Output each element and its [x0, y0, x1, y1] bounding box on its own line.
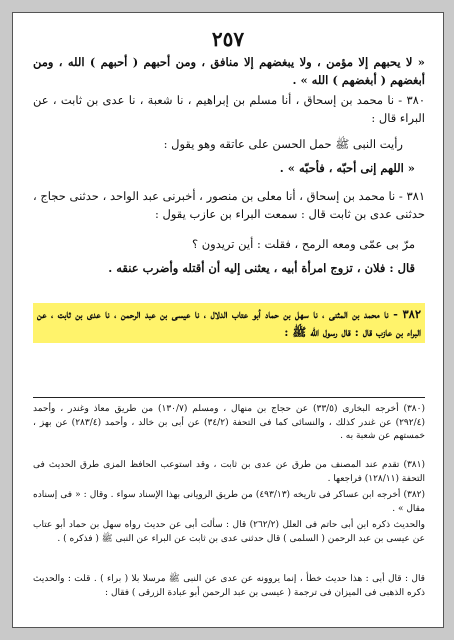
hadith-380-text: « اللهم إنى أحبّه ، فأحبّه » .	[279, 161, 415, 175]
footnote-381: (٣٨١) تقدم عند المصنف من طرق عن عدى بن ثابت ، وقد استوعب الحافظ المزى طرق الحديث فى التحفة (١٢٨/١١) فراجعها .	[33, 460, 425, 484]
footnote-380: (٣٨٠) أخرجه البخارى (٣٣/٥) عن حجاج بن منهال ، ومسلم (١٣٠/٧) من طريق معاذ وغندر ، وأحمد (٢٩٢/٤) عن غندر كذلك ، والنسائى كما فى التحفة (٣٤/٢) عن أبى بن خالد ، وأحمد (٢٨٣/٤) عن بهز ، خمستهم عن شعبة به .	[33, 404, 425, 441]
footnote-382-continued: والحديث ذكره ابن أبى حاتم فى العلل (٢٦٢/٢) قال : سألت أبى عن حديث رواه سهل بن حماد أبو عتاب عن عيسى بن عبد الرحمن ( السلمى ) قال حدثنى عدى بن ثابت عن البراء عن النبى ﷺ ( فذكره ) .	[33, 520, 425, 544]
hadith-text-ending: « لا يحبهم إلا مؤمن ، ولا يبغضهم إلا منافق ، ومن أحبهم ( أحبهم ) الله ، ومن أبغضهم ( أبغضهم ) الله » .	[33, 55, 425, 87]
hadith-381-continuation: قال : فلان ، تزوج امرأة أبيه ، يعثنى إليه أن أقتله وأضرب عنقه .	[108, 261, 415, 275]
page-number: ٢٥٧	[211, 27, 245, 51]
isnad-380: ٣٨٠ - نا محمد بن إسحاق ، أنا مسلم بن إبراهيم ، نا شعبة ، نا عدى بن ثابت ، عن البراء قال :	[33, 93, 425, 125]
hadith-380-intro: رأيت النبى ﷺ حمل الحسن على عاتقه وهو يقول :	[163, 137, 403, 151]
footnote-382: (٣٨٢) أخرجه ابن عساكر فى تاريخه (٤٩٣/١٣) من طريق الرويانى بهذا الإسناد سواء . وقال : « فى إسناده مقال » .	[33, 490, 426, 514]
isnad-381: ٣٨١ - نا محمد بن إسحاق ، أنا معلى بن منصور ، أخبرنى عبد الواحد ، حدثنى حجاج ، حدثنى عدى بن ثابت قال : سمعت البراء بن عازب يقول :	[33, 189, 425, 221]
hadith-381-text: مرّ بى عمّى ومعه الرمح ، فقلت : أين تريدون ؟	[191, 237, 415, 251]
book-page	[12, 12, 444, 628]
footnote-382-final: قال : قال أبى : هذا حديث خطأ ، إنما يروونه عن عدى عن النبى ﷺ مرسلا بلا ( براء ) . قلت : والحديث ذكره الذهبى فى الميزان فى ترجمة ( عيسى بن عبد الرحمن أبو عبادة الزرقى ) فقال :	[33, 574, 425, 598]
footnote-separator	[33, 397, 425, 398]
isnad-382-highlighted: ٣٨٢ - نا محمد بن المثنى ، نا سهل بن حماد أبو عتاب الدلال ، نا عيسى بن عبد الرحمن ، نا عدى بن ثابت ، عن البراء بن عازب قال : قال رسول الله ﷺ :	[33, 303, 425, 343]
